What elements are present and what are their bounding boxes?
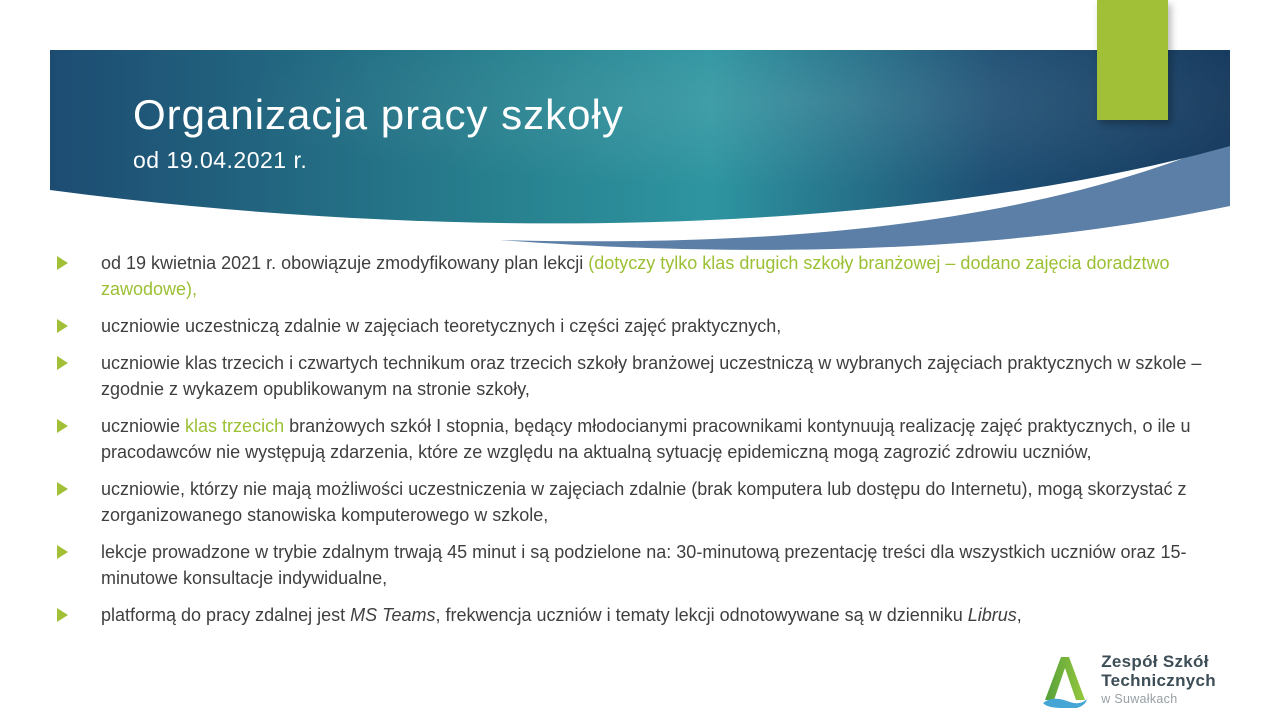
bullet-item: [57, 413, 1215, 465]
bullet-text: uczniowie klas trzecich i czwartych technikum oraz trzecich szkoły branżowej uczestniczą w wybranych zajęciach praktycznych w szkole – zgodnie z wykazem opublikowanym na stronie szkoły,: [101, 353, 1202, 399]
school-logo: [1041, 650, 1216, 708]
bullet-arrow-icon: [57, 256, 101, 270]
bullet-arrow-icon: [57, 419, 101, 433]
green-accent-tab: [1097, 0, 1168, 120]
title-block: [133, 92, 624, 174]
bullet-text: lekcje prowadzone w trybie zdalnym trwają 45 minut i są podzielone na: 30-minutową prezentację treści dla wszystkich uczniów oraz 15-minutowe konsultacje indywidualne,: [101, 542, 1187, 588]
logo-line-1: Zespół Szkół: [1101, 651, 1209, 671]
logo-line-3: w Suwałkach: [1101, 692, 1178, 707]
page-title: Organizacja pracy szkoły: [133, 91, 624, 138]
bullet-item: [57, 350, 1215, 402]
bullet-text: od 19 kwietnia 2021 r. obowiązuje zmodyfikowany plan lekcji (dotyczy tylko klas drugich szkoły branżowej – dodano zajęcia doradztwo zawodowe),: [101, 253, 1170, 299]
bullet-item: [57, 250, 1215, 302]
bullet-arrow-icon: [57, 319, 101, 333]
bullet-arrow-icon: [57, 356, 101, 370]
bullet-arrow-icon: [57, 545, 101, 559]
bullet-item: [57, 476, 1215, 528]
bullet-arrow-icon: [57, 608, 101, 622]
bullet-text: platformą do pracy zdalnej jest MS Teams, frekwencja uczniów i tematy lekcji odnotowywane są w dzienniku Librus,: [101, 605, 1022, 625]
logo-text: [1101, 652, 1216, 706]
logo-line-2: Technicznych: [1101, 671, 1216, 690]
bullet-text: uczniowie uczestniczą zdalnie w zajęciach teoretycznych i części zajęć praktycznych,: [101, 316, 782, 336]
page-subtitle: od 19.04.2021 r.: [133, 147, 308, 174]
bullet-list: [57, 250, 1215, 639]
bullet-item: [57, 602, 1215, 628]
bullet-arrow-icon: [57, 482, 101, 496]
logo-triangle-icon: [1041, 650, 1089, 708]
bullet-text: uczniowie klas trzecich branżowych szkół I stopnia, będący młodocianymi pracownikami kontynuują realizację zajęć praktycznych, o ile u pracodawców nie występują zdarzenia, które ze względu na aktualną sytuację epidemiczną mogą zagrozić zdrowiu uczniów,: [101, 416, 1191, 462]
bullet-text: uczniowie, którzy nie mają możliwości uczestniczenia w zajęciach zdalnie (brak komputera lub dostępu do Internetu), mogą skorzystać z zorganizowanego stanowiska komputerowego w szkole,: [101, 479, 1187, 525]
bullet-item: [57, 539, 1215, 591]
logo-wave-icon: [1043, 699, 1087, 708]
bullet-item: [57, 313, 1215, 339]
